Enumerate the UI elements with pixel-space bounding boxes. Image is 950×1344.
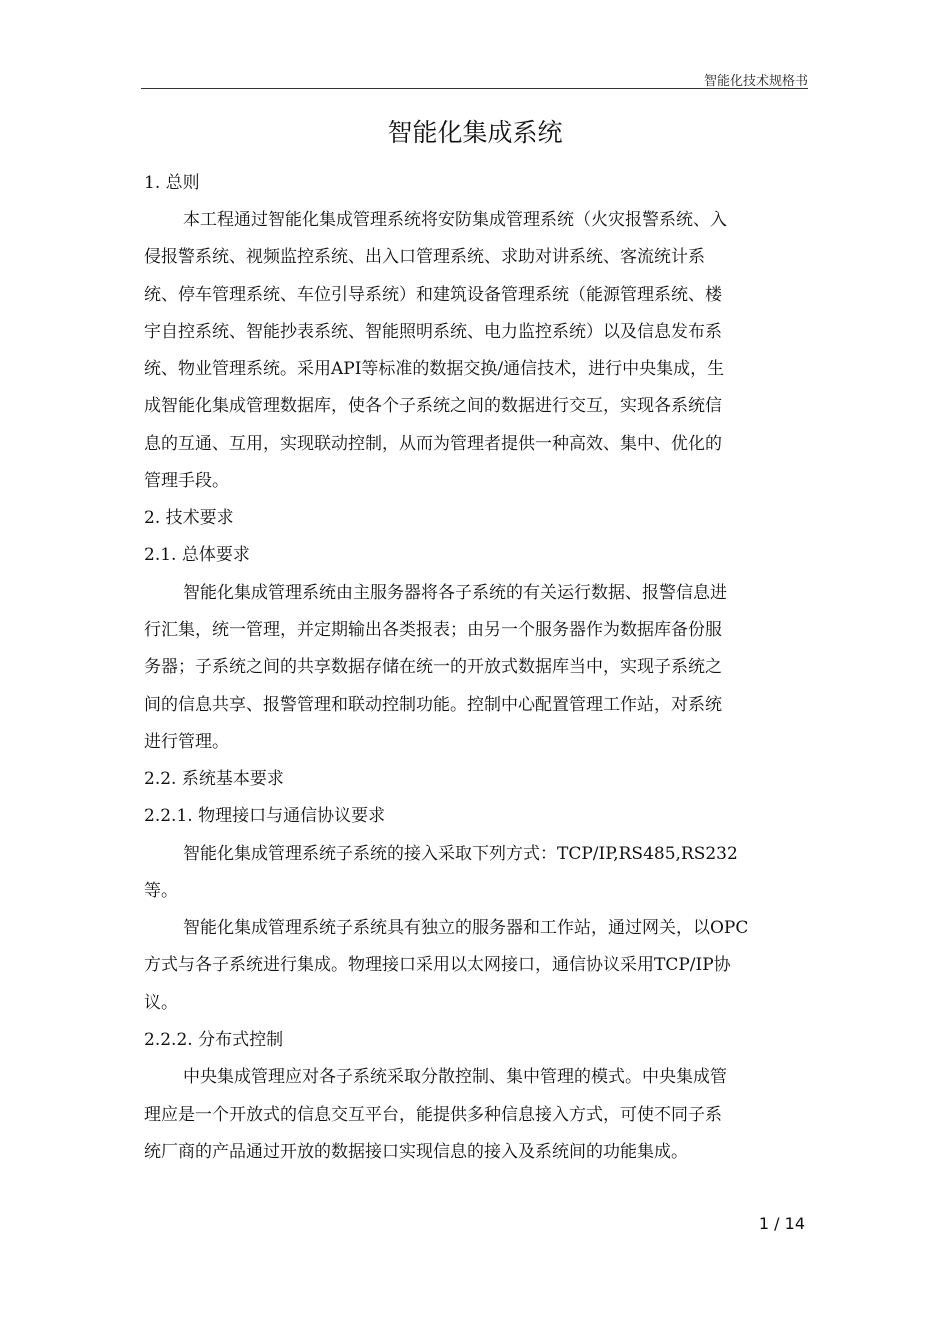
paragraph-line: 统、停车管理系统、车位引导系统）和建筑设备管理系统（能源管理系统、楼: [144, 285, 722, 305]
paragraph-line: 务器；子系统之间的共享数据存储在统一的开放式数据库当中，实现子系统之: [144, 657, 722, 677]
paragraph-line: 方式与各子系统进行集成。物理接口采用以太网接口，通信协议采用TCP/IP协: [144, 955, 731, 975]
page-number: 1 / 14: [758, 1214, 805, 1233]
document-title: 智能化集成系统: [387, 118, 563, 147]
paragraph-line: 行汇集，统一管理，并定期输出各类报表；由另一个服务器作为数据库备份服: [144, 620, 722, 640]
paragraph-line: 息的互通、互用，实现联动控制，从而为管理者提供一种高效、集中、优化的: [144, 434, 722, 454]
paragraph-line: 理应是一个开放式的信息交互平台，能提供多种信息接入方式，可使不同子系: [144, 1105, 722, 1125]
paragraph-line: 间的信息共享、报警管理和联动控制功能。控制中心配置管理工作站，对系统: [144, 695, 722, 715]
page-header: [141, 68, 808, 89]
subsection-heading: 2.2.2. 分布式控制: [144, 1030, 284, 1050]
header-title: 智能化技术规格书: [703, 74, 808, 89]
subsection-heading: 2.1. 总体要求: [144, 545, 250, 565]
paragraph-line: 中央集成管理应对各子系统采取分散控制、集中管理的模式。中央集成管: [183, 1067, 727, 1087]
paragraph-line: 等。: [144, 881, 178, 901]
paragraph-line: 本工程通过智能化集成管理系统将安防集成管理系统（火灾报警系统、入: [183, 210, 727, 230]
paragraph-line: 智能化集成管理系统子系统具有独立的服务器和工作站，通过网关，以OPC: [183, 918, 749, 938]
section-heading: 1. 总则: [144, 173, 200, 193]
paragraph-line: 统厂商的产品通过开放的数据接口实现信息的接入及系统间的功能集成。: [144, 1142, 688, 1162]
paragraph-line: 进行管理。: [144, 732, 229, 752]
paragraph-line: 成智能化集成管理数据库，使各个子系统之间的数据进行交互，实现各系统信: [144, 396, 722, 416]
paragraph-line: 智能化集成管理系统子系统的接入采取下列方式：TCP/IP,RS485,RS232: [183, 844, 738, 864]
paragraph-line: 管理手段。: [144, 471, 229, 491]
paragraph-line: 智能化集成管理系统由主服务器将各子系统的有关运行数据、报警信息进: [183, 583, 727, 603]
subsection-heading: 2.2. 系统基本要求: [144, 769, 284, 789]
paragraph-line: 议。: [144, 993, 178, 1013]
paragraph-line: 侵报警系统、视频监控系统、出入口管理系统、求助对讲系统、客流统计系: [144, 247, 705, 267]
paragraph-line: 宇自控系统、智能抄表系统、智能照明系统、电力监控系统）以及信息发布系: [144, 322, 722, 342]
section-heading: 2. 技术要求: [144, 508, 234, 528]
paragraph-line: 统、物业管理系统。采用API等标准的数据交换/通信技术，进行中央集成，生: [144, 359, 725, 379]
subsection-heading: 2.2.1. 物理接口与通信协议要求: [144, 806, 386, 826]
